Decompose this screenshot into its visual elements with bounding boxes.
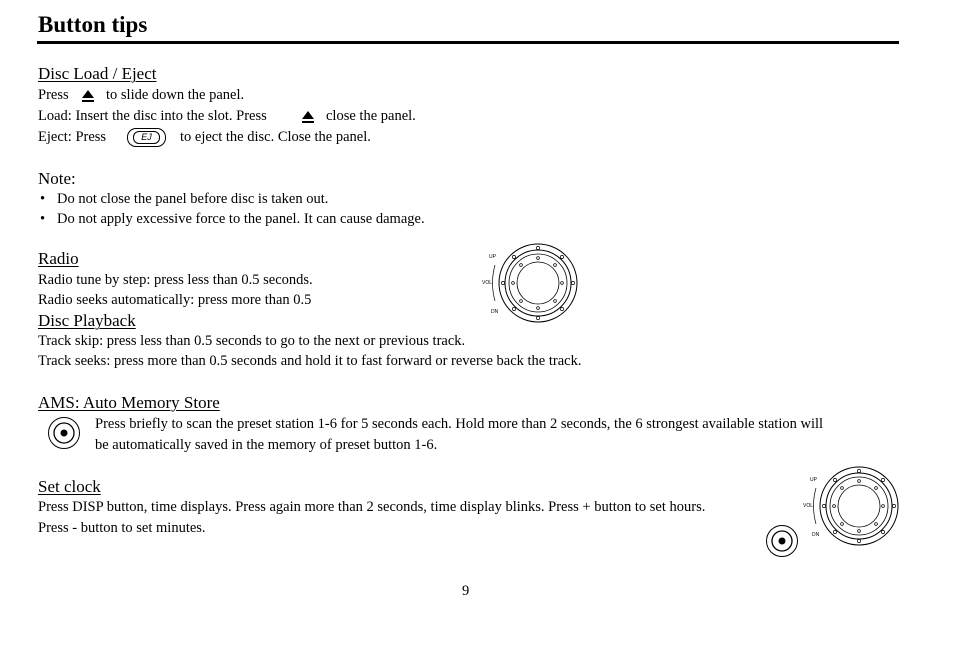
ams-line1: Press briefly to scan the preset station 1-6 for 5 seconds each. Hold more than 2 seconds, the 6 strongest available station will <box>95 416 824 432</box>
knob-up-label: UP <box>489 254 496 260</box>
eject-button-label: EJ <box>133 131 160 144</box>
knob-dn-label: DN <box>491 309 499 315</box>
disp-button-icon <box>765 524 799 558</box>
knob-up-label: UP <box>810 477 817 483</box>
set-clock-line1: Press DISP button, time displays. Press again more than 2 seconds, time display blinks. Press + button to set hours. <box>38 499 706 515</box>
page-number: 9 <box>462 583 470 599</box>
disc-load-line3-end: to eject the disc. Close the panel. <box>180 129 371 145</box>
ams-button-icon <box>47 416 81 450</box>
disc-playback-line1: Track skip: press less than 0.5 seconds to go to the next or previous track. <box>38 333 466 349</box>
volume-knob-icon <box>480 243 580 325</box>
disc-load-line1-start: Press <box>38 87 69 103</box>
bullet-icon: • <box>40 191 46 207</box>
disc-load-line2-end: close the panel. <box>326 108 416 124</box>
page-title: Button tips <box>38 12 148 37</box>
note-item <box>40 191 329 208</box>
disc-load-heading: Disc Load / Eject <box>38 64 157 83</box>
eject-button-icon <box>127 128 166 147</box>
eject-icon <box>80 88 96 104</box>
ams-line2: be automatically saved in the memory of preset button 1-6. <box>95 437 438 453</box>
note-item-text: Do not apply excessive force to the panel. It can cause damage. <box>57 211 425 227</box>
set-clock-line2: Press - button to set minutes. <box>38 520 206 536</box>
bullet-icon: • <box>40 211 46 227</box>
radio-line1: Radio tune by step: press less than 0.5 seconds. <box>38 272 313 288</box>
disc-load-line3-start: Eject: Press <box>38 129 107 145</box>
note-heading: Note: <box>38 169 76 188</box>
radio-heading: Radio <box>38 249 79 268</box>
note-item-text: Do not close the panel before disc is taken out. <box>57 191 329 207</box>
ams-heading: AMS: Auto Memory Store <box>38 393 220 412</box>
disc-playback-heading: Disc Playback <box>38 311 136 330</box>
title-rule <box>37 41 899 44</box>
disc-load-line1-end: to slide down the panel. <box>106 87 245 103</box>
set-clock-heading: Set clock <box>38 477 101 496</box>
eject-icon <box>300 109 316 125</box>
knob-vol-label: VOL <box>482 280 493 286</box>
disc-load-line2-start: Load: Insert the disc into the slot. Press <box>38 108 267 124</box>
disc-playback-line2: Track seeks: press more than 0.5 seconds and hold it to fast forward or reverse back the track. <box>38 353 582 369</box>
knob-vol-label: VOL <box>803 503 814 509</box>
volume-knob-icon <box>801 466 901 548</box>
radio-line2: Radio seeks automatically: press more than 0.5 <box>38 292 312 308</box>
note-item <box>40 211 425 228</box>
knob-dn-label: DN <box>812 532 820 538</box>
